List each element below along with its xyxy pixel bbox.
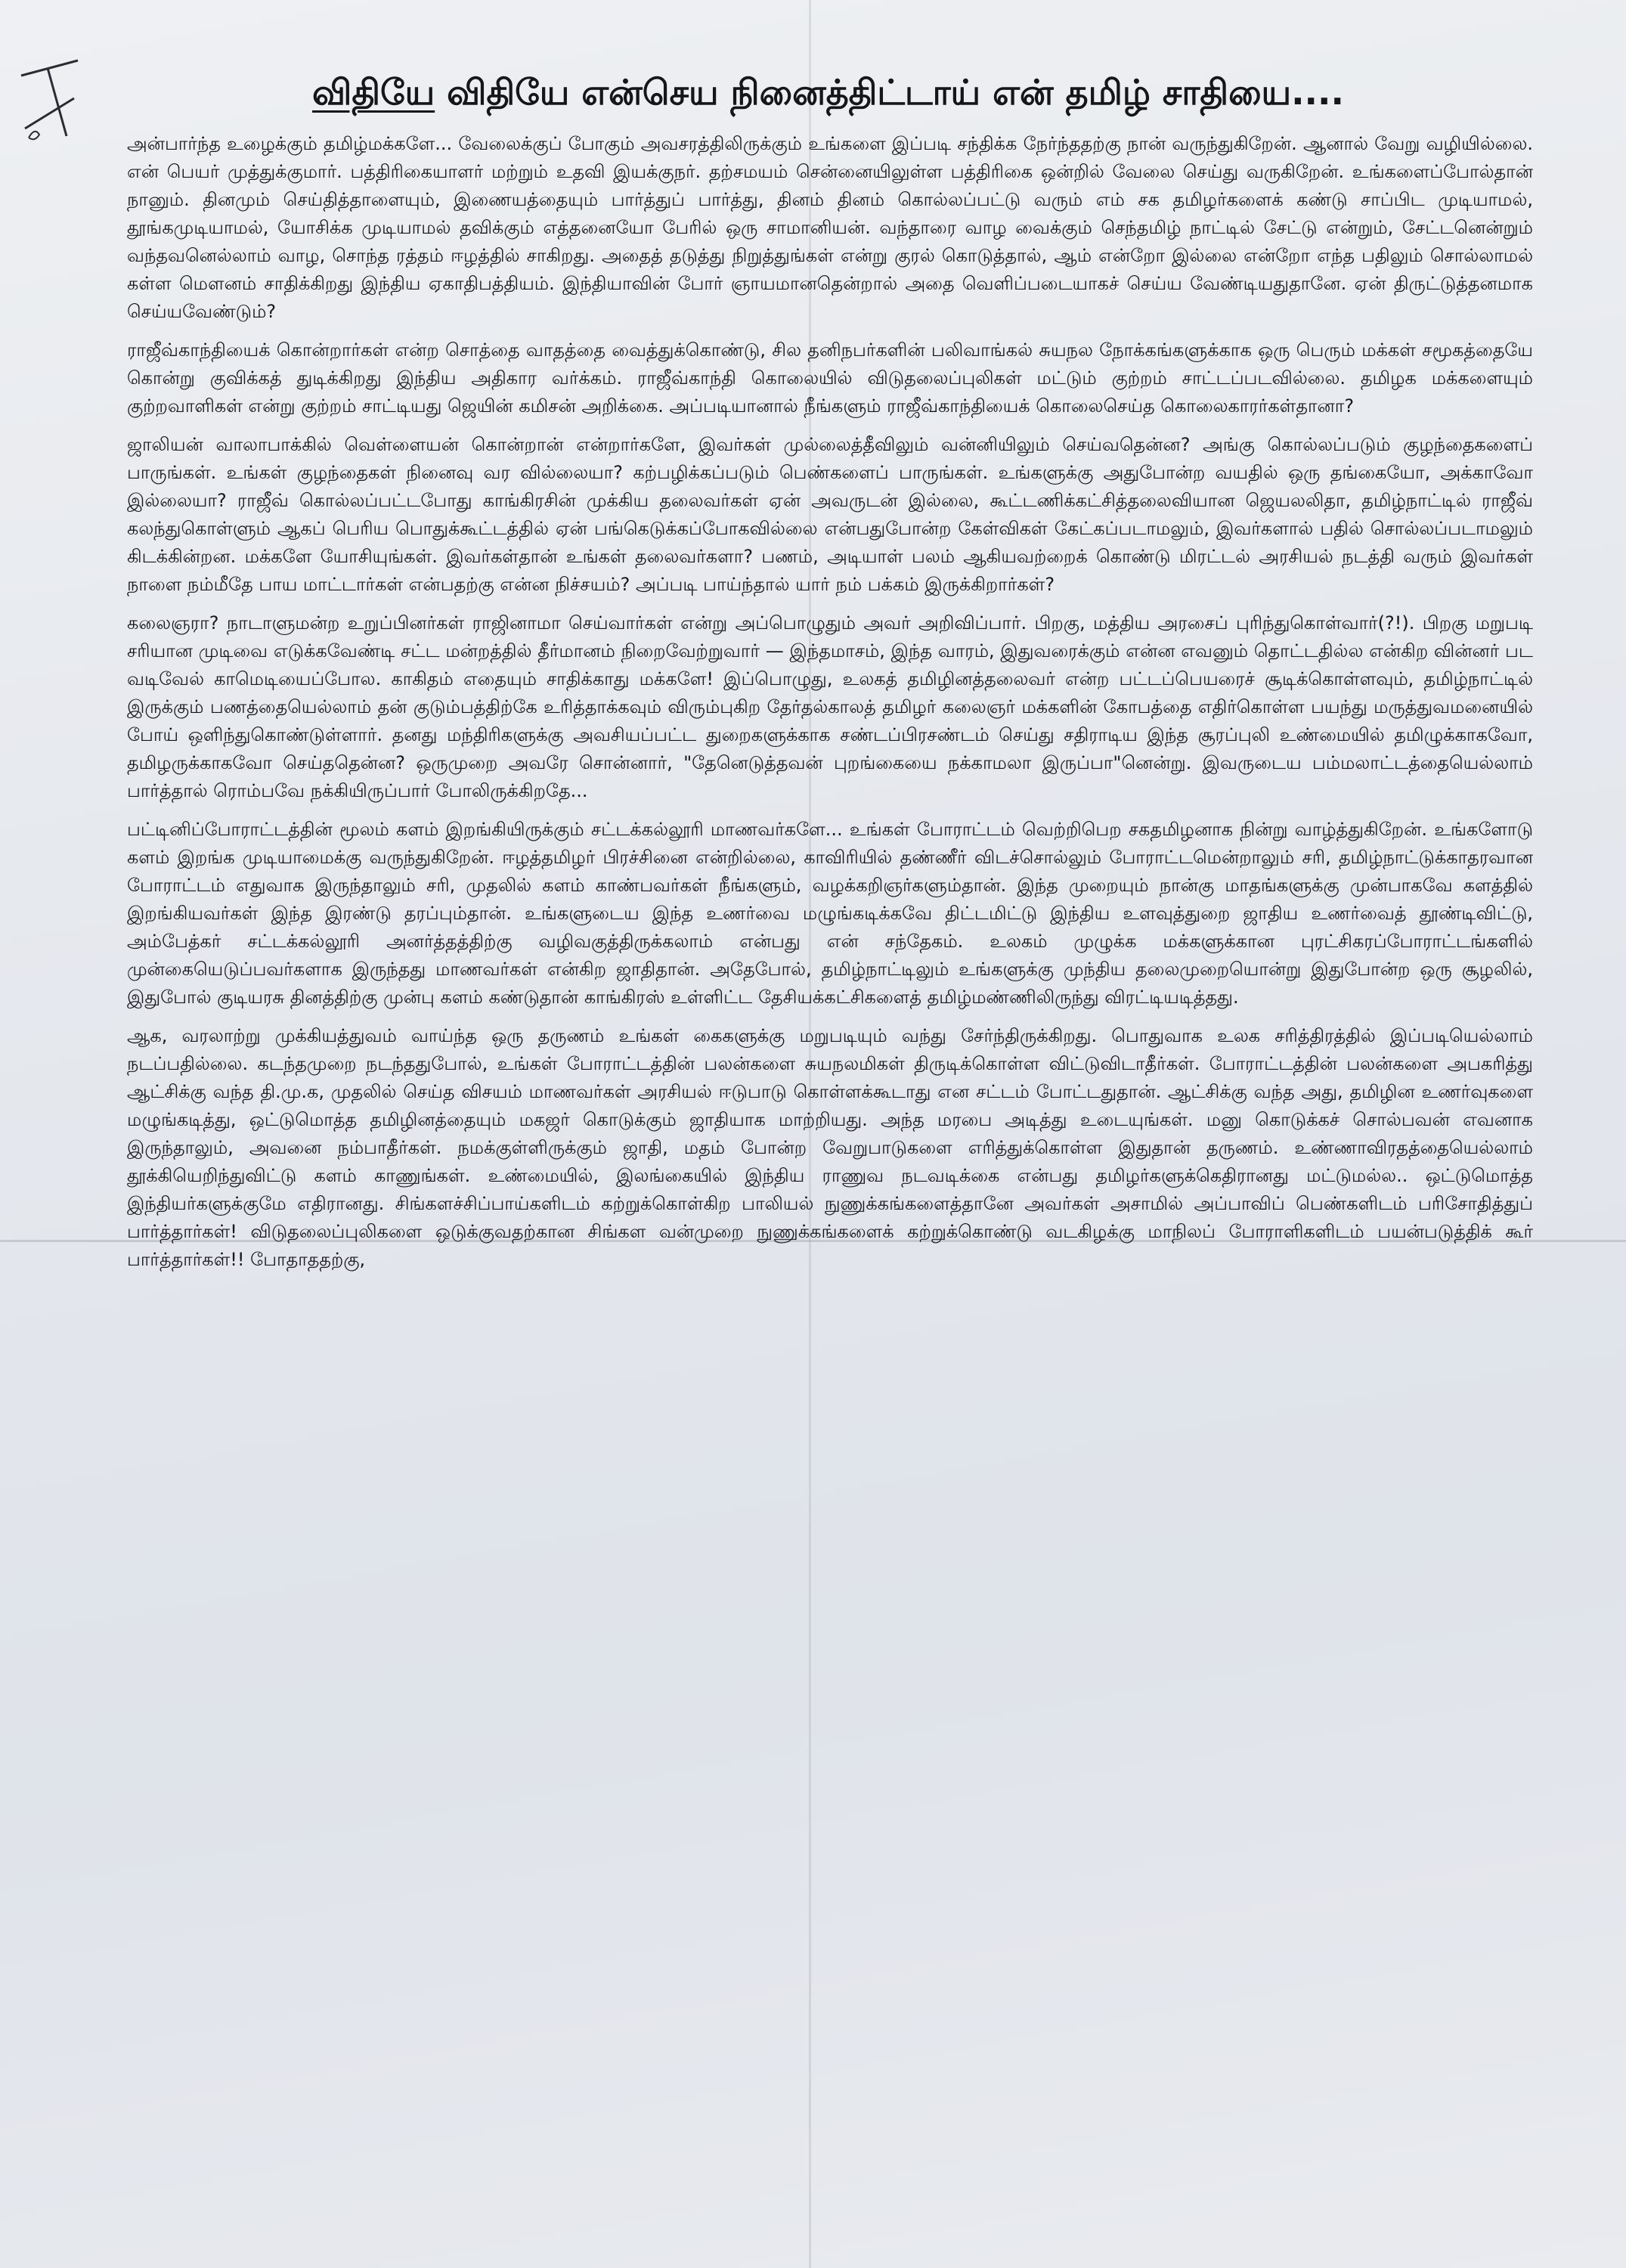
paragraph-6: ஆக, வரலாற்று முக்கியத்துவம் வாய்ந்த ஒரு தருணம் உங்கள் கைகளுக்கு மறுபடியும் வந்து சேர்ந்திருக்கிறது. பொதுவாக உலக சரித்திரத்தில் இப்படியெல்லாம் நடப்பதில்லை. கடந்தமுறை நடந்ததுபோல், உங்கள் போராட்டத்தின் பலன்களை சுயநலமிகள் திருடிக்கொள்ள விட்டுவிடாதீர்கள். போராட்டத்தின் பலன்களை அபகரித்து ஆட்சிக்கு வந்த தி.மு.க, முதலில் செய்த விசயம் மாணவர்கள் அரசியல் ஈடுபாடு கொள்ளக்கூடாது என சட்டம் போட்டதுதான். ஆட்சிக்கு வந்த அது, தமிழின உணர்வுகளை மழுங்கடித்து, ஒட்டுமொத்த தமிழினத்தையும் மகஜர் கொடுக்கும் ஜாதியாக மாற்றியது. அந்த மரபை அடித்து உடையுங்கள். மனு கொடுக்கச் சொல்பவன் எவனாக இருந்தாலும், அவனை நம்பாதீர்கள். நமக்குள்ளிருக்கும் ஜாதி, மதம் போன்ற வேறுபாடுகளை எரித்துக்கொள்ள இதுதான் தருணம். உண்ணாவிரதத்தையெல்லாம் தூக்கியெறிந்துவிட்டு களம் காணுங்கள். உண்மையில், இலங்கையில் இந்திய ராணுவ நடவடிக்கை என்பது தமிழர்களுக்கெதிரானது மட்டுமல்ல.. ஒட்டுமொத்த இந்தியர்களுக்குமே எதிரானது. சிங்களச்சிப்பாய்களிடம் கற்றுக்கொள்கிற பாலியல் நுணுக்கங்களைத்தானே அவர்கள் அசாமில் அப்பாவிப் பெண்களிடம் பரிசோதித்துப் பார்த்தார்கள்! விடுதலைப்புலிகளை ஒடுக்குவதற்கான சிங்கள வன்முறை நுணுக்கங்களைக் கற்றுக்கொண்டு வடகிழக்கு மாநிலப் போராளிகளிடம் பயன்படுத்திக் கூர் பார்த்தார்கள்!! போதாததற்கு,	[127, 1025, 1533, 1270]
paragraph-4: கலைஞரா? நாடாளுமன்ற உறுப்பினர்கள் ராஜினாமா செய்வார்கள் என்று அப்பொழுதும் அவர் அறிவிப்பார். பிறகு, மத்திய அரசைப் புரிந்துகொள்வார்(?!). பிறகு மறுபடி சரியான முடிவை எடுக்கவேண்டி சட்ட மன்றத்தில் தீர்மானம் நிறைவேற்றுவார் — இந்தமாசம், இந்த வாரம், இதுவரைக்கும் என்ன எவனும் தொட்டதில்ல என்கிற வின்னர் பட வடிவேல் காமெடியைப்போல. காகிதம் எதையும் சாதிக்காது மக்களே! இப்பொழுது, உலகத் தமிழினத்தலைவர் என்ற பட்டப்பெயரைச் சூடிக்கொள்ளவும், தமிழ்நாட்டில் இருக்கும் பணத்தையெல்லாம் தன் குடும்பத்திற்கே உரித்தாக்கவும் விரும்புகிற தேர்தல்காலத் தமிழர் கலைஞர் மக்களின் கோபத்தை எதிர்கொள்ள பயந்து மருத்துவமனையில் போய் ஒளிந்துகொண்டுள்ளார். தனது மந்திரிகளுக்கு அவசியப்பட்ட துறைகளுக்காக சண்டப்பிரசண்டம் செய்து சதிராடிய இந்த சூரப்புலி உண்மையில் தமிழுக்காகவோ, தமிழருக்காகவோ செய்ததென்ன? ஒருமுறை அவரே சொன்னார், "தேனெடுத்தவன் புறங்கையை நக்காமலா இருப்பா"னென்று. இவருடைய பம்மலாட்டத்தையெல்லாம் பார்த்தால் ரொம்பவே நக்கியிருப்பார் போலிருக்கிறதே...	[127, 612, 1533, 801]
pen-scribble-mark	[6, 53, 97, 159]
document-title	[91, 70, 1566, 115]
paragraph-5: பட்டினிப்போராட்டத்தின் மூலம் களம் இறங்கியிருக்கும் சட்டக்கல்லூரி மாணவர்களே... உங்கள் போராட்டம் வெற்றிபெற சகதமிழனாக நின்று வாழ்த்துகிறேன். உங்களோடு களம் இறங்க முடியாமைக்கு வருந்துகிறேன். ஈழத்தமிழர் பிரச்சினை என்றில்லை, காவிரியில் தண்ணீர் விடச்சொல்லும் போராட்டமென்றாலும் சரி, தமிழ்நாட்டுக்காதரவான போராட்டம் எதுவாக இருந்தாலும் சரி, முதலில் களம் காண்பவர்கள் நீங்களும், வழக்கறிஞர்களும்தான். இந்த முறையும் நான்கு மாதங்களுக்கு முன்பாகவே களத்தில் இறங்கியவர்கள் இந்த இரண்டு தரப்பும்தான். உங்களுடைய இந்த உணர்வை மழுங்கடிக்கவே திட்டமிட்டு இந்திய உளவுத்துறை ஜாதிய உணர்வைத் தூண்டிவிட்டு, அம்பேத்கர் சட்டக்கல்லூரி அனர்த்தத்திற்கு வழிவகுத்திருக்கலாம் என்பது என் சந்தேகம். உலகம் முழுக்க மக்களுக்கான புரட்சிகரப்போராட்டங்களில் முன்கையெடுப்பவர்களாக இருந்தது மாணவர்கள் என்கிற ஜாதிதான். அதேபோல், தமிழ்நாட்டிலும் உங்களுக்கு முந்திய தலைமுறையொன்று இதுபோன்ற ஒரு சூழலில், இதுபோல் குடியரசு தினத்திற்கு முன்பு களம் கண்டுதான் காங்கிரஸ் உள்ளிட்ட தேசியக்கட்சிகளைத் தமிழ்மண்ணிலிருந்து விரட்டியடித்தது.	[127, 819, 1533, 1008]
title-rest: விதியே என்செய நினைத்திட்டாய் என் தமிழ் சாதியை....	[435, 72, 1344, 113]
title-underlined-word: விதியே	[312, 72, 435, 113]
paragraph-2: ராஜீவ்காந்தியைக் கொன்றார்கள் என்ற சொத்தை வாதத்தை வைத்துக்கொண்டு, சில தனிநபர்களின் பலிவாங்கல் சுயநல நோக்கங்களுக்காக ஒரு பெரும் மக்கள் சமூகத்தையே கொன்று குவிக்கத் துடிக்கிறது இந்திய அதிகார வர்க்கம். ராஜீவ்காந்தி கொலையில் விடுதலைப்புலிகள் மட்டும் குற்றம் சாட்டப்படவில்லை. தமிழக மக்களையும் குற்றவாளிகள் என்று குற்றம் சாட்டியது ஜெயின் கமிசன் அறிக்கை. அப்படியானால் நீங்களும் ராஜீவ்காந்தியைக் கொலைசெய்த கொலைகாரர்கள்தானா?	[127, 339, 1533, 417]
document-body	[127, 130, 1533, 2247]
paragraph-1: அன்பார்ந்த உழைக்கும் தமிழ்மக்களே... வேலைக்குப் போகும் அவசரத்திலிருக்கும் உங்களை இப்படி சந்திக்க நேர்ந்ததற்கு நான் வருந்துகிறேன். ஆனால் வேறு வழியில்லை. என் பெயர் முத்துக்குமார். பத்திரிகையாளர் மற்றும் உதவி இயக்குநர். தற்சமயம் சென்னையிலுள்ள பத்திரிகை ஒன்றில் வேலை செய்து வருகிறேன். உங்களைப்போல்தான் நானும். தினமும் செய்தித்தாளையும், இணையத்தையும் பார்த்துப் பார்த்து, தினம் தினம் கொல்லப்பட்டு வரும் எம் சக தமிழர்களைக் கண்டு சாப்பிட முடியாமல், தூங்கமுடியாமல், யோசிக்க முடியாமல் தவிக்கும் எத்தனையோ பேரில் ஒரு சாமானியன். வந்தாரை வாழ வைக்கும் செந்தமிழ் நாட்டில் சேட்டு என்றும், சேட்டனென்றும் வந்தவனெல்லாம் வாழ, சொந்த ரத்தம் ஈழத்தில் சாகிறது. அதைத் தடுத்து நிறுத்துங்கள் என்று குரல் கொடுத்தால், ஆம் என்றோ இல்லை என்றோ எந்த பதிலும் சொல்லாமல் கள்ள மௌனம் சாதிக்கிறது இந்திய ஏகாதிபத்தியம். இந்தியாவின் போர் ஞாயமானதென்றால் அதை வெளிப்படையாகச் செய்ய வேண்டியதுதானே. ஏன் திருட்டுத்தனமாக செய்யவேண்டும்?	[127, 133, 1533, 322]
paragraph-3: ஜாலியன் வாலாபாக்கில் வெள்ளையன் கொன்றான் என்றார்களே, இவர்கள் முல்லைத்தீவிலும் வன்னியிலும் செய்வதென்ன? அங்கு கொல்லப்படும் குழந்தைகளைப் பாருங்கள். உங்கள் குழந்தைகள் நினைவு வர வில்லையா? கற்பழிக்கப்படும் பெண்களைப் பாருங்கள். உங்களுக்கு அதுபோன்ற வயதில் ஒரு தங்கையோ, அக்காவோ இல்லையா? ராஜீவ் கொல்லப்பட்டபோது காங்கிரசின் முக்கிய தலைவர்கள் ஏன் அவருடன் இல்லை, கூட்டணிக்கட்சித்தலைவியான ஜெயலலிதா, தமிழ்நாட்டில் ராஜீவ் கலந்துகொள்ளும் ஆகப் பெரிய பொதுக்கூட்டத்தில் ஏன் பங்கெடுக்கப்போகவில்லை என்பதுபோன்ற கேள்விகள் கேட்கப்படாமலும், இவர்களால் பதில் சொல்லப்படாமலும் கிடக்கின்றன. மக்களே யோசியுங்கள். இவர்கள்தான் உங்கள் தலைவர்களா? பணம், அடியாள் பலம் ஆகியவற்றைக் கொண்டு மிரட்டல் அரசியல் நடத்தி வரும் இவர்கள் நாளை நம்மீதே பாய மாட்டார்கள் என்பதற்கு என்ன நிச்சயம்? அப்படி பாய்ந்தால் யார் நம் பக்கம் இருக்கிறார்கள்?	[127, 434, 1533, 595]
